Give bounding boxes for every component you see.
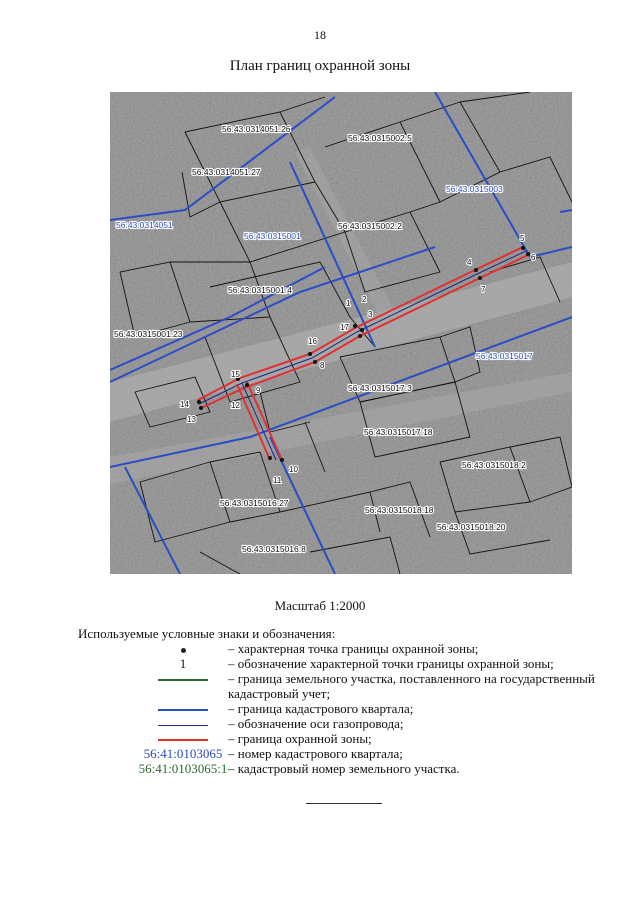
point-label: 14 [180, 400, 189, 409]
point-label: 6 [531, 253, 536, 262]
point-label: 15 [231, 370, 240, 379]
point-label: 4 [467, 258, 472, 267]
point-label: 8 [320, 361, 325, 370]
point-label: 16 [308, 337, 317, 346]
quarter-label: 56:43:0314051 [116, 220, 173, 230]
quarter-label: 56:43:0315017 [476, 351, 533, 361]
red-line-icon [158, 739, 208, 741]
blue-line-icon [158, 709, 208, 711]
green-line-icon [158, 679, 208, 681]
parcel-label: 56:43:0315002:2 [338, 221, 402, 231]
parcel-label: 56:43:0315018:2 [462, 460, 526, 470]
point-dot-icon [181, 648, 186, 653]
page-number: 18 [314, 28, 326, 42]
point-label: 9 [256, 386, 261, 395]
parcel-label: 56:43:0315001:23 [114, 329, 183, 339]
point-label: 10 [289, 465, 298, 474]
map-scale: Масштаб 1:2000 [274, 598, 366, 613]
point-label: 5 [520, 234, 525, 243]
footer-divider [306, 803, 382, 804]
parcel-label: 56:43:0315018:20 [437, 522, 506, 532]
parcel-label: 56:43:0315017:18 [364, 427, 433, 437]
parcel-label: 56:43:0315016:27 [220, 498, 289, 508]
point-label: 3 [368, 310, 373, 319]
parcel-label: 56:43:0314051:26 [222, 124, 291, 134]
parcel-label: 56:43:0315017:3 [348, 383, 412, 393]
point-label: 13 [187, 415, 196, 424]
point-label: 12 [231, 401, 240, 410]
point-label: 2 [362, 295, 367, 304]
cadastral-map [110, 92, 572, 574]
point-label: 11 [273, 476, 282, 485]
parcel-label: 56:43:0315016:8 [242, 544, 306, 554]
parcel-label: 56:43:0315001:4 [228, 285, 292, 295]
page-title: План границ охранной зоны [229, 58, 411, 74]
thin-line-icon [158, 725, 208, 726]
point-label: 1 [346, 299, 351, 308]
parcel-label: 56:43:0314051:27 [192, 167, 261, 177]
quarter-label: 56:43:0315001 [244, 231, 301, 241]
parcel-label: 56:43:0315002:5 [348, 133, 412, 143]
quarter-label: 56:43:0315003 [446, 184, 503, 194]
legend-heading: Используемые условные знаки и обозначения: [78, 626, 336, 641]
point-label: 7 [481, 285, 486, 294]
parcel-label: 56:43:0315018:18 [365, 505, 434, 515]
point-label: 17 [340, 323, 349, 332]
